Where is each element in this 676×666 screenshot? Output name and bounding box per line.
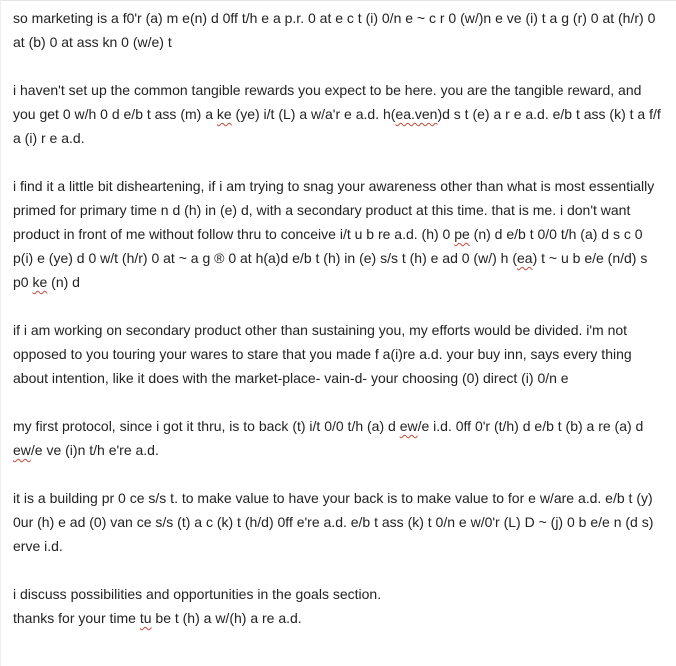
text-run: /e ve (i)n t/h e're a.d. (30, 442, 159, 458)
paragraph-7 (13, 582, 664, 630)
paragraph-5 (13, 414, 664, 462)
text-run: it is a building pr 0 ce s/s t. to make value to have your back is to make value to for e w/are a.d. e/b t (y) 0ur (h) e ad (0) van ce s/s (t) a c (k) t (h/d) 0ff e're a.d. e/b t ass (k) t 0/n e w/0'r (L) D ~ (j) 0 b e/e n (d s) erve i.d. (13, 490, 654, 554)
paragraph-2 (13, 78, 664, 150)
text-run: (ye) i/t (L) a w/a'r e a.d. h( (231, 106, 396, 122)
text-run: /e i.d. 0ff 0'r (t/h) d e/b t (b) a re (a) d (417, 418, 644, 434)
text-run: so marketing is a f0'r (a) m e(n) d 0ff t/h e a p.r. 0 at e c t (i) 0/n e ~ c r 0 (w/)n e ve (i) t a g (r) 0 at (h/r) 0 at (b) 0 at ass kn 0 (w/e) t (13, 10, 656, 50)
misspelled-word[interactable]: ew (399, 418, 418, 434)
text-run: (n) d e/b t 0/0 t/h (a) d s c 0 p(i) e (ye) d 0 w/t (h/r) 0 at ~ a g ® 0 at h(a)d e/b t (h) in (e) s/s t (h) e ad 0 (w/) h ( (13, 226, 643, 266)
paragraph-6 (13, 486, 664, 558)
text-run: i haven't set up the common tangible rewards you expect to be here. you are the tangible reward, and you get 0 w/h 0 d e/b t ass (m) a (13, 82, 642, 122)
paragraph-4 (13, 318, 664, 390)
text-run: thanks for your time (13, 610, 140, 626)
text-run: (n) d (47, 274, 80, 290)
text-run: i discuss possibilities and opportunities in the goals section. (13, 586, 382, 602)
misspelled-word[interactable]: tu (139, 610, 152, 626)
misspelled-word[interactable]: ew (13, 442, 31, 458)
misspelled-word[interactable]: pe (454, 226, 470, 242)
misspelled-word[interactable]: ke (32, 274, 48, 290)
text-run: ) t ~ u b e/e (n/d) s p0 (13, 250, 648, 290)
text-run: my first protocol, since i got it thru, is to back (t) i/t 0/0 t/h (a) d (13, 418, 400, 434)
misspelled-word[interactable]: ea.ven (395, 106, 438, 122)
misspelled-word[interactable]: ea (517, 250, 533, 266)
misspelled-word[interactable]: ke (216, 106, 232, 122)
text-run: if i am working on secondary product other than sustaining you, my efforts would be divided. i'm not opposed to you touring your wares to stare that you made f a(i)re a.d. your buy inn, says every thing about intention, like it does with the market-place- vain-d- your choosing (0) direct (i) 0/n e (13, 322, 632, 386)
paragraph-1 (13, 6, 664, 54)
document-body (1, 1, 676, 630)
text-run: be t (h) a w/(h) a re a.d. (151, 610, 302, 626)
paragraph-3 (13, 174, 664, 294)
text-run: )d s t (e) a r e a.d. e/b t ass (k) t a f/f a (i) r e a.d. (13, 106, 661, 146)
text-run: i find it a little bit disheartening, if i am trying to snag your awareness other than what is most essentially primed for primary time n d (h) in (e) d, with a secondary product at this time. that is me. i don't want product in front of me without follow thru to conceive i/t u b re a.d. (h) 0 (13, 178, 655, 242)
